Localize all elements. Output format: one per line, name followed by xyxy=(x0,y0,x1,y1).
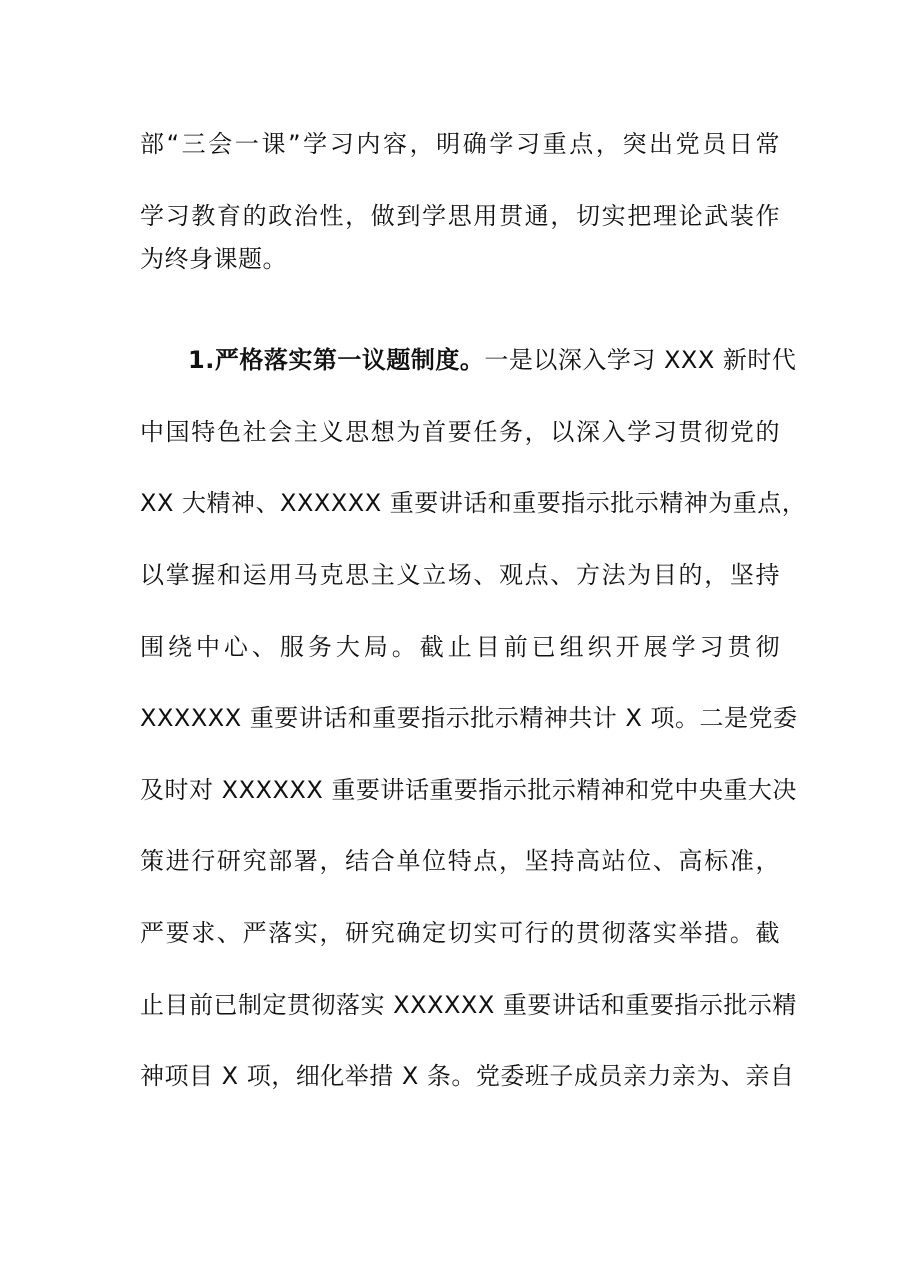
paragraph-line: 及时对 XXXXXX 重要讲话重要指示批示精神和党中央重大决 xyxy=(140,776,797,804)
paragraph-line: 部“三会一课”学习内容，明确学习重点，突出党员日常 xyxy=(140,130,780,158)
paragraph-text: 一是以深入学习 XXX 新时代 xyxy=(484,346,797,374)
paragraph-line: 严要求、严落实，研究确定切实可行的贯彻落实举措。截 xyxy=(140,919,780,947)
paragraph-line: 神项目 X 项，细化举措 X 条。党委班子成员亲力亲为、亲自 xyxy=(140,1062,795,1090)
paragraph-line: 学习教育的政治性，做到学思用贯通，切实把理论武装作 xyxy=(140,202,780,230)
paragraph-line: 围绕中心、服务大局。截止目前已组织开展学习贯彻 xyxy=(140,633,780,661)
paragraph-line: 策进行研究部署，结合单位特点，坚持高站位、高标准， xyxy=(140,847,780,875)
section-heading: 1.严格落实第一议题制度。 xyxy=(188,346,485,374)
paragraph-line: XXXXXX 重要讲话和重要指示批示精神共计 X 项。二是党委 xyxy=(140,704,798,732)
paragraph-line: 以掌握和运用马克思主义立场、观点、方法为目的，坚持 xyxy=(140,561,780,589)
paragraph-line: 中国特色社会主义思想为首要任务，以深入学习贯彻党的 xyxy=(140,418,780,446)
paragraph-line: XX 大精神、XXXXXX 重要讲话和重要指示批示精神为重点， xyxy=(140,489,807,517)
section-heading-line xyxy=(188,340,797,380)
paragraph-line: 为终身课题。 xyxy=(140,245,287,273)
paragraph-line: 止目前已制定贯彻落实 XXXXXX 重要讲话和重要指示批示精 xyxy=(140,991,797,1019)
